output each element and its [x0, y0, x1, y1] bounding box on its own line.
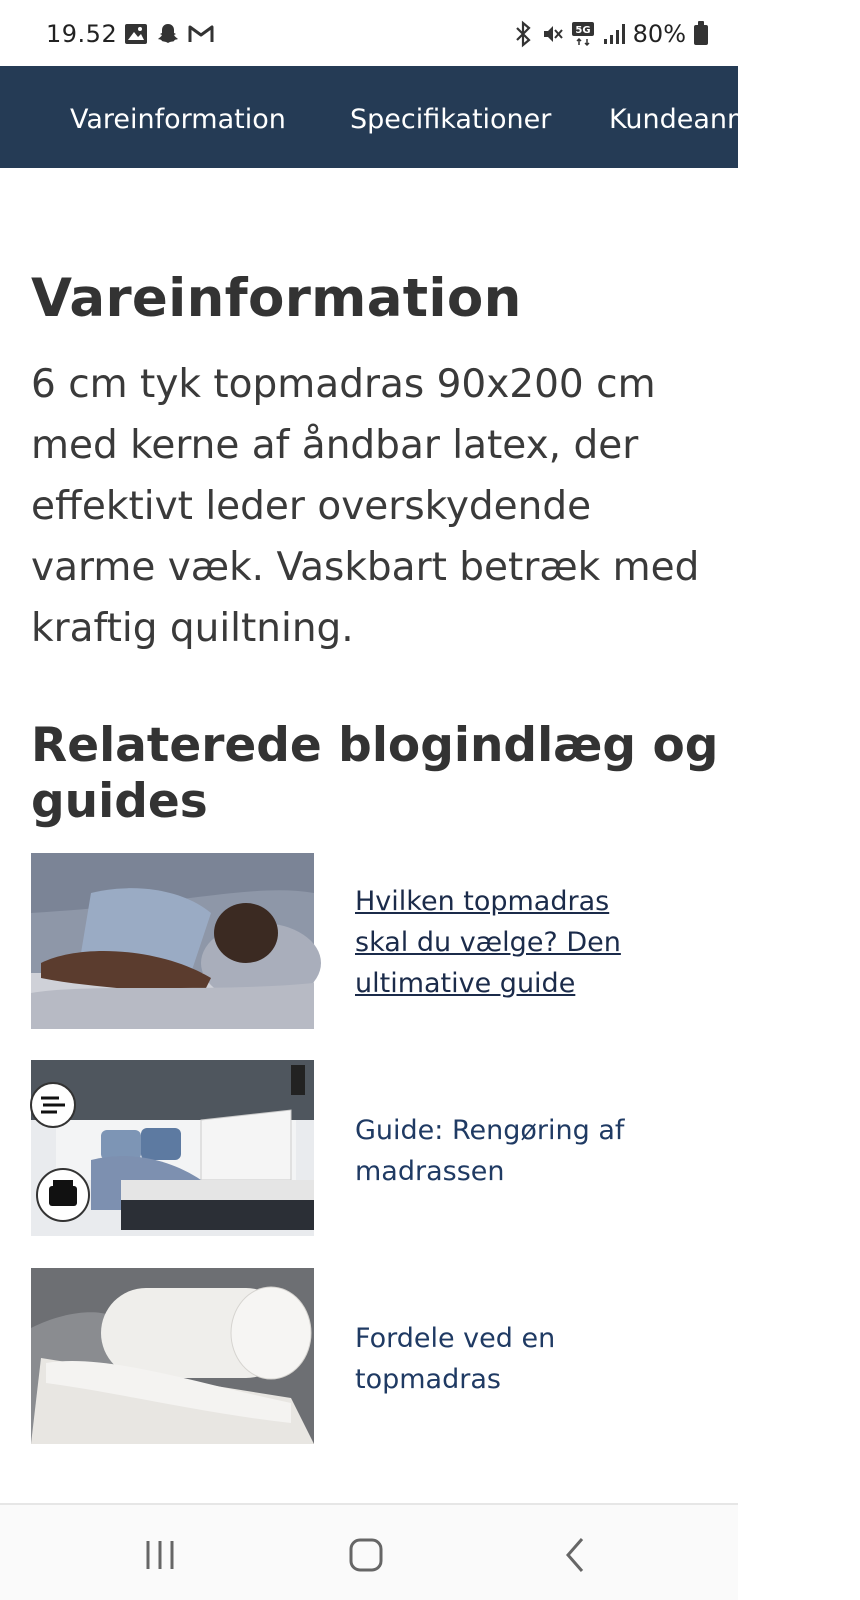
- blog-link-fordele-topmadras[interactable]: Fordele ved en topmadras: [355, 1323, 556, 1395]
- blog-link-topmadras-guide[interactable]: Hvilken topmadras skal du vælge? Den ultimative guide: [355, 886, 621, 999]
- recents-button[interactable]: [130, 1525, 190, 1585]
- home-button[interactable]: [336, 1525, 396, 1585]
- blog-item: [31, 1268, 721, 1444]
- svg-text:5G: 5G: [575, 25, 591, 36]
- home-icon: [346, 1535, 386, 1575]
- product-tab-nav: [0, 66, 860, 168]
- tab-kundeanmeldelser[interactable]: Kundeanmeldelser: [609, 104, 860, 135]
- status-bar: [0, 0, 738, 66]
- blog-item: [31, 853, 721, 1029]
- system-icons: [513, 20, 686, 48]
- mute-icon: [541, 22, 563, 46]
- related-posts-title: Relaterede blogindlæg og guides: [31, 718, 719, 829]
- status-time: 19.52: [46, 20, 118, 48]
- rolled-topper-photo[interactable]: [31, 1268, 314, 1444]
- recents-icon: [140, 1537, 180, 1573]
- blog-link-rengoering-guide[interactable]: Guide: Rengøring af madrassen: [355, 1115, 625, 1187]
- tab-vareinformation[interactable]: Vareinformation: [70, 104, 286, 135]
- battery-percent: 80%: [632, 20, 686, 48]
- product-description: 6 cm tyk topmadras 90x200 cm med kerne af åndbar latex, der effektivt leder overskydende varme væk. Vaskbart betræk med kraftig quiltning.: [31, 362, 700, 651]
- gmail-icon: [188, 24, 214, 44]
- notification-icons: [124, 22, 214, 46]
- back-icon: [556, 1535, 596, 1575]
- blog-item: [31, 1060, 721, 1236]
- snapchat-icon: [156, 22, 180, 46]
- battery-icon: [694, 25, 708, 45]
- bluetooth-icon: [513, 21, 533, 47]
- tab-specifikationer[interactable]: Specifikationer: [350, 104, 552, 135]
- bed-with-mattress-photo[interactable]: [31, 1060, 314, 1236]
- android-navigation-bar: [0, 1505, 738, 1600]
- image-icon: [124, 23, 148, 45]
- product-info-title: Vareinformation: [31, 268, 522, 329]
- 5g-icon: [571, 21, 595, 47]
- man-sleeping-photo[interactable]: [31, 853, 314, 1029]
- back-button[interactable]: [546, 1525, 606, 1585]
- signal-icon: [603, 23, 625, 45]
